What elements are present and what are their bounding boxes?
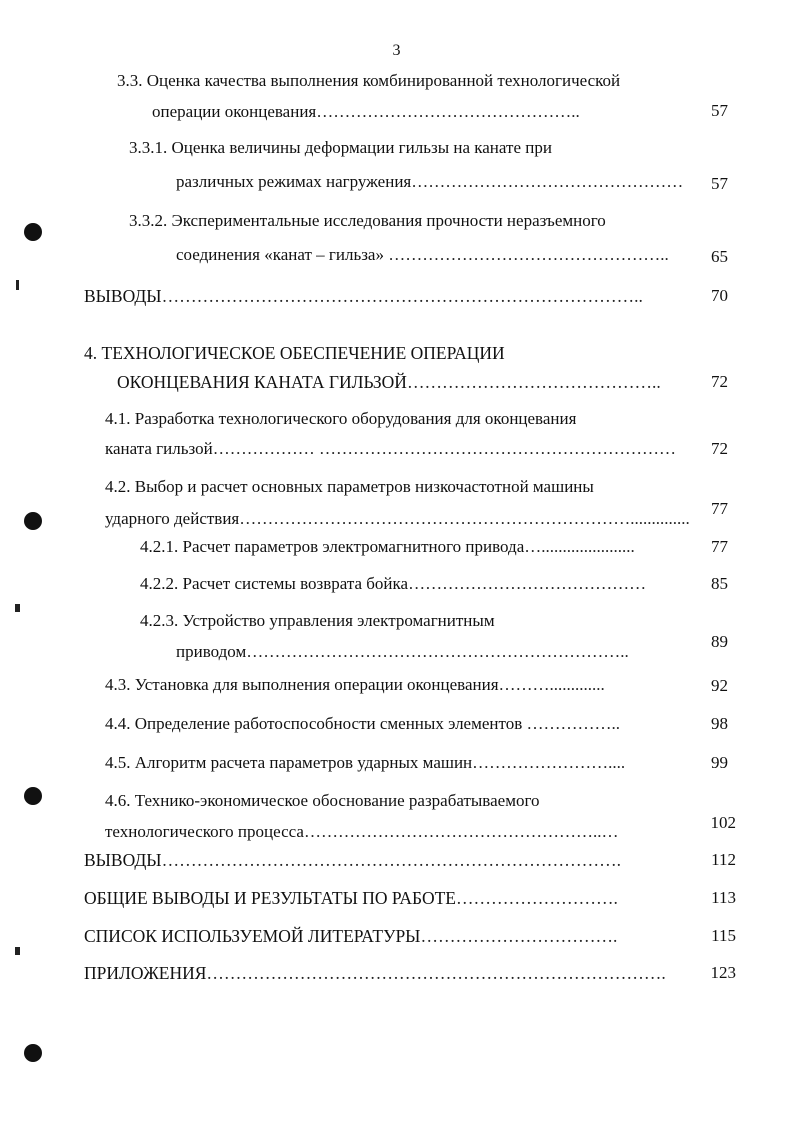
toc-entry-vyvody-3: ВЫВОДЫ……………………………………………………………………….. (84, 286, 643, 306)
toc-page-vyvody-4: 112 (711, 850, 736, 869)
toc-page-obshchie: 113 (711, 888, 736, 907)
toc-entry-4-line1: 4. ТЕХНОЛОГИЧЕСКОЕ ОБЕСПЕЧЕНИЕ ОПЕРАЦИИ (84, 343, 505, 363)
toc-entry-4-6-line2: технологического процесса……………………………………………..… (105, 822, 619, 841)
toc-entry-obshchie: ОБЩИЕ ВЫВОДЫ И РЕЗУЛЬТАТЫ ПО РАБОТЕ………………………. (84, 888, 618, 908)
toc-entry-4-1-line1: 4.1. Разработка технологического оборудования для оконцевания (105, 409, 577, 428)
punch-hole (24, 223, 42, 241)
toc-entry-3-3-line1: 3.3. Оценка качества выполнения комбинированной технологической (117, 71, 621, 90)
toc-page-4-4: 98 (711, 714, 728, 733)
toc-entry-4-5: 4.5. Алгоритм расчета параметров ударных машин…………………….... (105, 753, 626, 772)
toc-page-4-5: 99 (711, 753, 728, 772)
toc-entry-4-2-line2: ударного действия…………………………………………………………….............. (105, 509, 690, 528)
toc-entry-spisok: СПИСОК ИСПОЛЬЗУЕМОЙ ЛИТЕРАТУРЫ……………………………. (84, 926, 618, 946)
toc-entry-3-3-1-line1: 3.3.1. Оценка величины деформации гильзы на канате при (129, 138, 552, 157)
punch-hole (24, 512, 42, 530)
page-number: 3 (392, 42, 401, 59)
scan-speck (15, 947, 20, 955)
toc-entry-4-line2: ОКОНЦЕВАНИЯ КАНАТА ГИЛЬЗОЙ…………………………………….. (117, 372, 661, 392)
toc-entry-4-1-line2: каната гильзой……………… ……………………………………………………… (105, 439, 676, 458)
toc-page-prilozheniya: 123 (710, 963, 736, 982)
toc-entry-4-2-3-line1: 4.2.3. Устройство управления электромагнитным (140, 611, 495, 630)
toc-entry-3-3-1-line2: различных режимах нагружения………………………………………… (176, 172, 684, 191)
scan-speck (16, 280, 19, 290)
toc-entry-4-2-2: 4.2.2. Расчет системы возврата бойка…………………………………… (140, 574, 647, 593)
toc-entry-4-2-1: 4.2.1. Расчет параметров электромагнитного привода…...................... (140, 537, 635, 556)
toc-page-4-2-3: 89 (711, 632, 728, 651)
toc-entry-4-4: 4.4. Определение работоспособности сменных элементов …………….. (105, 714, 620, 733)
toc-page-4-3: 92 (711, 676, 728, 695)
punch-hole (24, 1044, 42, 1062)
toc-page-4-2-1: 77 (711, 537, 728, 556)
toc-entry-prilozheniya: ПРИЛОЖЕНИЯ……………………………………………………………………. (84, 963, 666, 983)
toc-page-3-3-2: 65 (711, 247, 728, 266)
scan-speck (15, 604, 20, 612)
toc-page-vyvody-3: 70 (711, 286, 728, 305)
toc-page-3-3-1: 57 (711, 174, 728, 193)
toc-page-3-3: 57 (711, 101, 728, 120)
toc-page-spisok: 115 (711, 926, 736, 945)
punch-hole (24, 787, 42, 805)
toc-page-4-1: 72 (711, 439, 728, 458)
toc-entry-3-3-line2: операции оконцевания……………………………………….. (152, 102, 580, 121)
toc-entry-3-3-2-line2: соединения «канат – гильза» ………………………………………….. (176, 245, 669, 264)
toc-page-4-2-2: 85 (711, 574, 728, 593)
toc-entry-vyvody-4: ВЫВОДЫ……………………………………………………………………. (84, 850, 621, 870)
toc-entry-4-2-line1: 4.2. Выбор и расчет основных параметров низкочастотной машины (105, 477, 594, 496)
toc-page-4: 72 (711, 372, 728, 391)
toc-entry-4-2-3-line2: приводом………………………………………………………….. (176, 642, 629, 661)
toc-entry-4-3: 4.3. Установка для выполнения операции оконцевания………............. (105, 675, 605, 694)
toc-page-4-2: 77 (711, 499, 728, 518)
toc-page-4-6: 102 (710, 813, 736, 832)
toc-entry-3-3-2-line1: 3.3.2. Экспериментальные исследования прочности неразъемного (129, 211, 606, 230)
toc-entry-4-6-line1: 4.6. Технико-экономическое обоснование разрабатываемого (105, 791, 540, 810)
